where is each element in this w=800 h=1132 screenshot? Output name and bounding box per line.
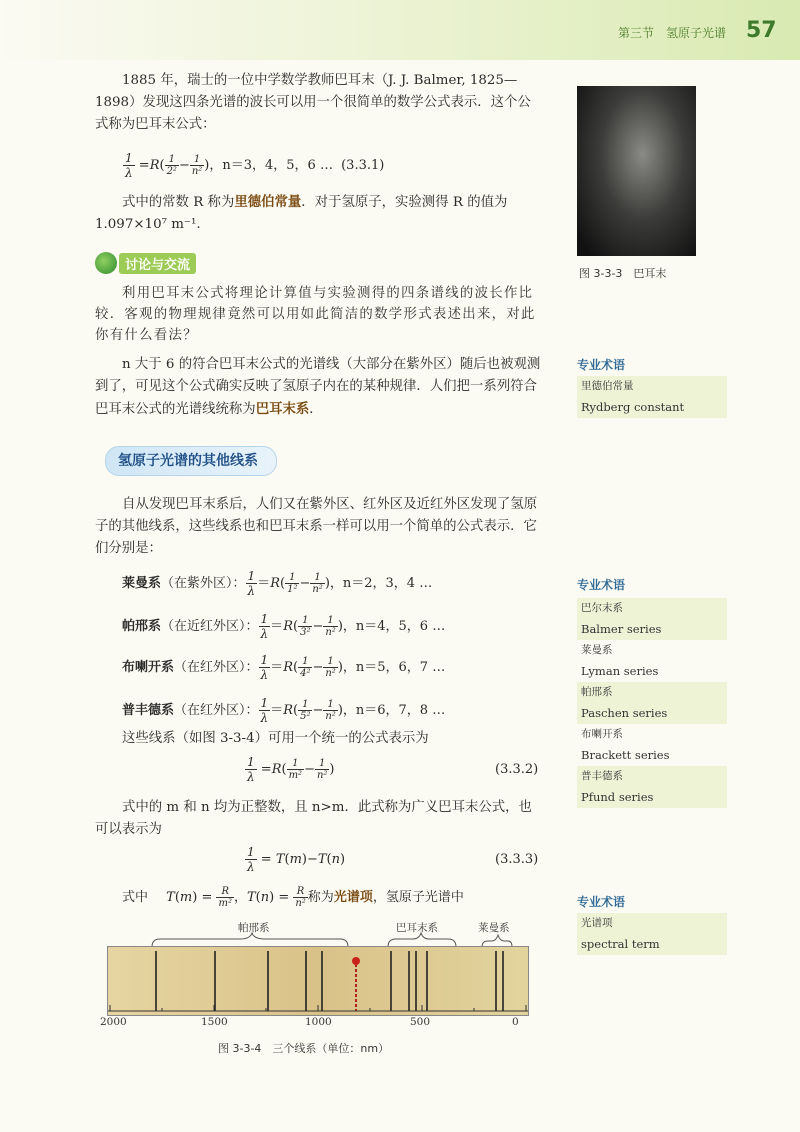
term-cn: 莱曼系: [581, 644, 613, 656]
equation-number: (3.3.3): [495, 852, 539, 867]
axis-tick-1000: 1000: [305, 1016, 332, 1028]
term-en: Paschen series: [577, 703, 727, 724]
term-cn: 里德伯常量: [577, 376, 727, 397]
series-region: （在近红外区）：: [161, 619, 259, 634]
spectrum-figure: [107, 946, 529, 1016]
term-box-series: [577, 576, 727, 808]
spectral-term-formula: $\frac{1}{\lambda}$ = T(m)−T(n) (3.3.3): [245, 842, 545, 878]
balmer-series-paragraph: n 大于 6 的符合巴耳末公式的光谱线（大部分在紫外区）随后也被观测到了，可见这个公式确实反映了氢原子内在的某种规律．人们把一系列符合巴耳末公式的光谱线统称为巴耳末系．: [95, 357, 541, 417]
series-n-values: ，n＝2，3，4 …: [329, 576, 433, 591]
axis-tick-1500: 1500: [201, 1016, 228, 1028]
term-en: Pfund series: [577, 787, 727, 808]
discussion-title: 讨论与交流: [119, 253, 196, 274]
term-cn: 普丰德系: [577, 766, 727, 787]
series-name: 普丰德系: [122, 703, 175, 718]
term-cn: 布喇开系: [581, 728, 623, 740]
balmer-formula: $\frac{1}{\lambda}$ =R( $\frac{1}{\text{2²}}$ − $\frac{1}{\text{n²}}$ )，n＝3，4，5，6 … (3.3.1): [125, 151, 385, 180]
generalized-paragraph: 式中的 m 和 n 均为正整数，且 n>m．此式称为广义巴耳末公式，也可以表示为: [95, 800, 532, 837]
spectrum-lines: [108, 947, 528, 1015]
term-cn: 光谱项: [577, 913, 727, 934]
series-n-values: ，n＝6，7，8 …: [342, 703, 446, 718]
other-series-paragraph: 自从发现巴耳末系后，人们又在紫外区、红外区及近红外区发现了氢原子的其他线系，这些线系也和巴耳末系一样可以用一个简单的公式表示．它们分别是：: [95, 497, 538, 556]
term-box-title: 专业术语: [577, 358, 626, 372]
discussion-icon: [95, 252, 117, 274]
term-en: Lyman series: [581, 664, 659, 678]
term-en: Brackett series: [581, 748, 670, 762]
term-spectral-term: 光谱项: [333, 890, 373, 905]
section-heading: 氢原子光谱的其他线系: [105, 446, 277, 476]
page-number: 57: [746, 18, 777, 43]
series-formula: 帕邢系（在近红外区）： $\frac{1}{\lambda}$ ＝R( $\frac{1}{\text{3²}}$ − $\frac{1}{\text{n²}}$ )，n＝4，5，6 …: [122, 612, 446, 641]
generalized-balmer-formula: $\frac{1}{\lambda}$ =R( $\frac{1}{\text{m²}}$ − $\frac{1}{\text{n²}}$ ) (3.3.2): [245, 752, 545, 788]
figure-caption: 图 3-3-4 三个线系（单位：nm）: [218, 1042, 390, 1055]
term-cn: 巴尔末系: [577, 598, 727, 619]
series-region: （在红外区）：: [174, 703, 259, 718]
series-formula: 普丰德系（在红外区）： $\frac{1}{\lambda}$ ＝R( $\frac{1}{\text{5²}}$ − $\frac{1}{\text{n²}}$ )，n＝6，7，8 …: [122, 696, 446, 725]
equation-number: (3.3.2): [495, 762, 539, 777]
term-box-spectral: [577, 893, 727, 955]
axis-tick-0: 0: [512, 1016, 519, 1028]
rydberg-paragraph: 式中的常数 R 称为里德伯常量．对于氢原子，实验测得 R 的值为 1.097×10⁷ m⁻¹.: [95, 194, 508, 232]
term-box-rydberg: [577, 356, 727, 418]
term-en: Balmer series: [577, 619, 727, 640]
series-name: 帕邢系: [122, 619, 162, 634]
intro-paragraph: 1885 年，瑞士的一位中学数学教师巴耳末（J. J. Balmer, 1825—1898）发现这四条光谱的波长可以用一个很简单的数学公式表示．这个公式称为巴耳末公式：: [95, 73, 531, 132]
series-n-values: ，n＝5，6，7 …: [342, 660, 446, 675]
brace-label-paschen: 帕邢系: [238, 922, 270, 934]
header-section-title: 第三节 氢原子光谱: [618, 26, 727, 40]
portrait-caption: 图 3-3-3 巴耳末: [579, 267, 667, 280]
axis-tick-2000: 2000: [100, 1016, 127, 1028]
term-balmer-series: 巴耳末系: [255, 401, 310, 417]
term-en: Rydberg constant: [577, 397, 727, 418]
series-name: 莱曼系: [122, 576, 162, 591]
brace-label-balmer: 巴耳末系: [396, 922, 438, 934]
axis-tick-500: 500: [410, 1016, 431, 1028]
term-rydberg: 里德伯常量: [234, 194, 302, 210]
term-cn: 帕邢系: [577, 682, 727, 703]
term-en: spectral term: [577, 934, 727, 955]
series-region: （在紫外区）：: [161, 576, 246, 591]
discussion-text: 利用巴耳末公式将理论计算值与实验测得的四条谱线的波长作比较．客观的物理规律竟然可以用如此简洁的数学形式表述出来，对此你有什么看法？: [95, 286, 536, 343]
unified-formula-paragraph: 这些线系（如图 3-3-4）可用一个统一的公式表示为: [122, 731, 429, 746]
series-formula: 莱曼系（在紫外区）： $\frac{1}{\lambda}$ ＝R( $\frac{1}{\text{1²}}$ − $\frac{1}{\text{n²}}$ )，n＝2，3，4 …: [122, 569, 433, 598]
term-box-title: 专业术语: [577, 578, 626, 592]
balmer-formula-n: ，n＝3，4，5，6 …: [209, 158, 333, 173]
series-region: （在红外区）：: [174, 660, 259, 675]
spectrum-braces: [100, 915, 540, 949]
brace-label-lyman: 莱曼系: [478, 922, 510, 934]
series-formula: 布喇开系（在红外区）： $\frac{1}{\lambda}$ ＝R( $\frac{1}{\text{4²}}$ − $\frac{1}{\text{n²}}$ )，n＝5，6，7 …: [122, 653, 446, 682]
spectral-term-paragraph: 式中 T(m) = $\frac{R}{\text{m²}}$ ，T(n) = $\frac{R}{\text{n²}}$ 称为光谱项，氢原子光谱中: [122, 886, 464, 909]
equation-number: (3.3.1): [341, 158, 385, 173]
series-name: 布喇开系: [122, 660, 175, 675]
balmer-portrait: [577, 86, 696, 256]
series-n-values: ，n＝4，5，6 …: [342, 619, 446, 634]
term-box-title: 专业术语: [577, 895, 626, 909]
